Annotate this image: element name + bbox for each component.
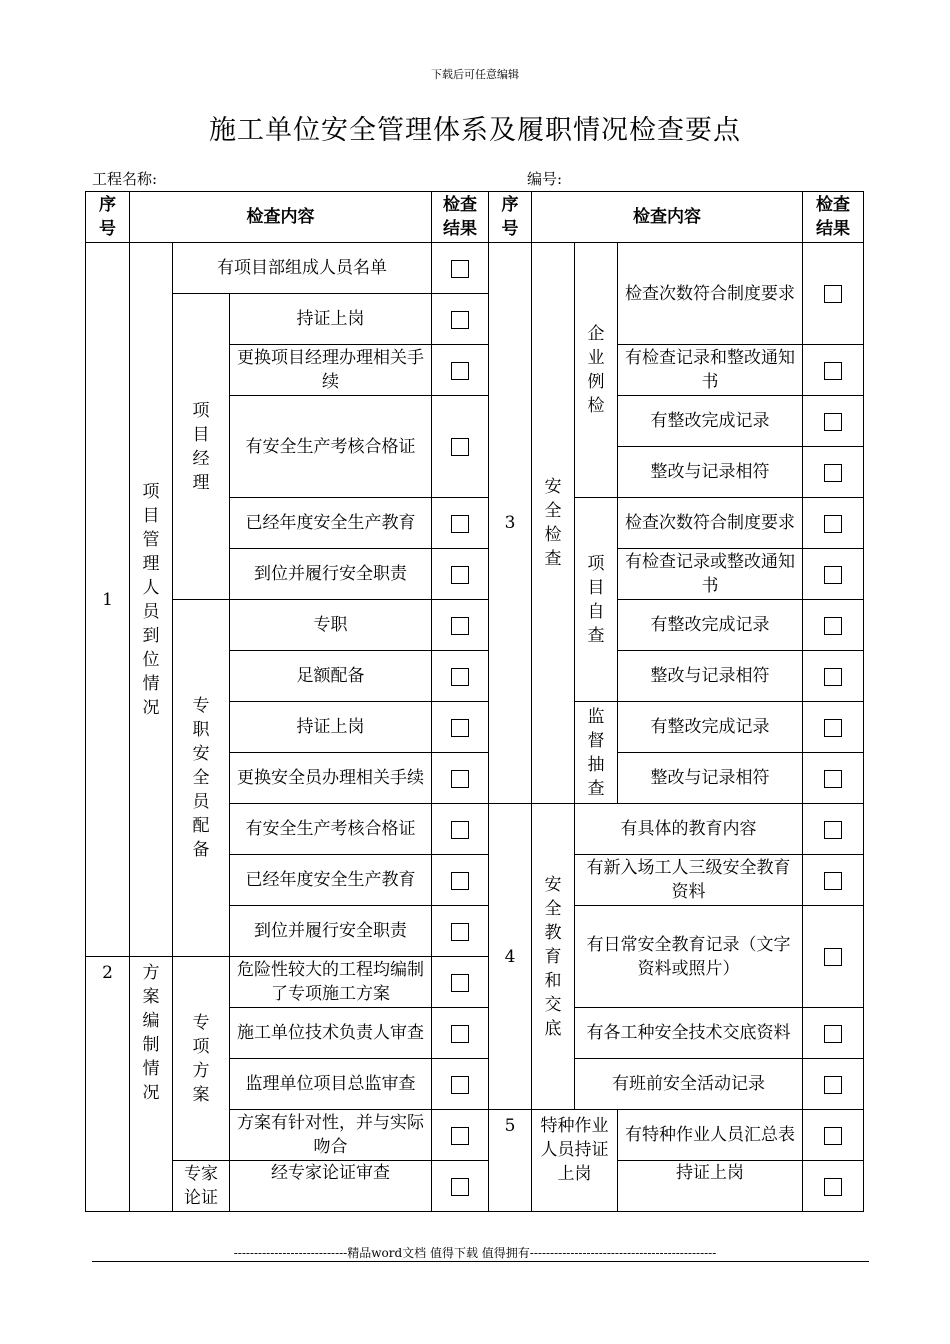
header-seq-right: 序号 [489,192,532,243]
checkbox[interactable] [451,821,469,839]
check-cell[interactable] [432,651,489,702]
footer-text: ----------------------------精品word文档 值得下载 值得拥有---------------------------------------------- [233,1246,717,1260]
section-4-number: 4 [489,804,532,1110]
project-manager-label: 项目经理 [173,294,230,600]
checkbox[interactable] [824,285,842,303]
number-label: 编号: [527,170,563,188]
special-plan-label: 专项方案 [173,957,230,1161]
right-item: 有日常安全教育记录（文字资料或照片） [575,906,803,1008]
check-cell[interactable] [432,600,489,651]
checkbox[interactable] [824,770,842,788]
self-check-label: 项目自查 [575,498,618,702]
check-cell[interactable] [803,549,864,600]
header-result-right: 检查结果 [803,192,864,243]
right-item: 整改与记录相符 [618,753,803,804]
checkbox[interactable] [824,719,842,737]
check-cell[interactable] [432,804,489,855]
check-cell[interactable] [803,855,864,906]
top-note: 下载后可任意编辑 [431,68,519,81]
check-cell[interactable] [432,243,489,294]
checkbox[interactable] [451,872,469,890]
left-item: 专职 [230,600,432,651]
check-cell[interactable] [803,906,864,1008]
supervision-check-label: 监督抽查 [575,702,618,804]
section-3-number: 3 [489,243,532,804]
section-2-name: 方案编制情况 [130,957,173,1212]
left-item: 足额配备 [230,651,432,702]
checkbox[interactable] [451,438,469,456]
right-item: 有整改完成记录 [618,702,803,753]
section-2-number: 2 [86,957,130,1212]
right-item: 有整改完成记录 [618,600,803,651]
checkbox[interactable] [451,974,469,992]
section-1-name: 项目管理人员到位情况 [130,243,173,957]
checkbox[interactable] [824,1025,842,1043]
header-seq: 序号 [86,192,130,243]
left-item: 持证上岗 [230,294,432,345]
enterprise-check-label: 企业例检 [575,243,618,498]
check-cell[interactable] [803,1059,864,1110]
check-cell[interactable] [803,753,864,804]
right-item: 持证上岗 [618,1161,803,1212]
left-item: 危险性较大的工程均编制了专项施工方案 [230,957,432,1008]
left-item: 施工单位技术负责人审查 [230,1008,432,1059]
check-cell[interactable] [432,498,489,549]
section-4-name: 安全教育和交底 [532,804,575,1110]
left-item: 已经年度安全生产教育 [230,855,432,906]
check-cell[interactable] [803,498,864,549]
checkbox[interactable] [451,923,469,941]
header-result: 检查结果 [432,192,489,243]
check-cell[interactable] [432,957,489,1008]
checkbox[interactable] [451,260,469,278]
check-cell[interactable] [803,243,864,345]
left-item: 更换项目经理办理相关手续 [230,345,432,396]
check-cell[interactable] [432,855,489,906]
check-cell[interactable] [803,1161,864,1212]
checkbox[interactable] [451,515,469,533]
expert-review-label: 专家论证 [173,1161,230,1212]
check-cell[interactable] [803,447,864,498]
checkbox[interactable] [451,1025,469,1043]
section-5-number: 5 [489,1110,532,1212]
left-item: 到位并履行安全职责 [230,549,432,600]
left-item: 已经年度安全生产教育 [230,498,432,549]
left-item: 监理单位项目总监审查 [230,1059,432,1110]
check-cell[interactable] [432,396,489,498]
footer-divider [92,1261,869,1262]
checkbox[interactable] [451,362,469,380]
checkbox[interactable] [824,1178,842,1196]
checkbox[interactable] [824,668,842,686]
checkbox[interactable] [824,872,842,890]
header-content-right: 检查内容 [532,192,803,243]
header-content: 检查内容 [130,192,432,243]
checkbox[interactable] [451,1076,469,1094]
right-item: 有特种作业人员汇总表 [618,1110,803,1161]
check-cell[interactable] [803,1008,864,1059]
checkbox[interactable] [451,1178,469,1196]
right-item: 检查次数符合制度要求 [618,243,803,345]
right-item: 有各工种安全技术交底资料 [575,1008,803,1059]
left-item: 有项目部组成人员名单 [173,243,432,294]
checkbox[interactable] [451,668,469,686]
section-5-name: 特种作业人员持证上岗 [532,1110,618,1212]
check-cell[interactable] [432,906,489,957]
checkbox[interactable] [824,821,842,839]
checkbox[interactable] [824,1127,842,1145]
left-item: 方案有针对性，并与实际吻合 [230,1110,432,1161]
left-item: 到位并履行安全职责 [230,906,432,957]
check-cell[interactable] [803,651,864,702]
right-item: 有检查记录或整改通知书 [618,549,803,600]
left-item: 更换安全员办理相关手续 [230,753,432,804]
check-cell[interactable] [432,753,489,804]
checkbox[interactable] [451,770,469,788]
checkbox[interactable] [824,413,842,431]
check-cell[interactable] [432,549,489,600]
check-cell[interactable] [432,1059,489,1110]
left-item: 有安全生产考核合格证 [230,804,432,855]
project-name-label: 工程名称: [92,170,158,188]
left-item: 有安全生产考核合格证 [230,396,432,498]
checkbox[interactable] [451,311,469,329]
checkbox[interactable] [824,1076,842,1094]
check-cell[interactable] [432,345,489,396]
check-cell[interactable] [803,702,864,753]
check-cell[interactable] [803,600,864,651]
checkbox[interactable] [824,362,842,380]
check-cell[interactable] [803,396,864,447]
section-1-number: 1 [86,243,130,957]
section-3-name: 安全检查 [532,243,575,804]
check-cell[interactable] [803,1110,864,1161]
checkbox[interactable] [824,515,842,533]
check-cell[interactable] [432,1161,489,1212]
right-item: 有具体的教育内容 [575,804,803,855]
right-item: 整改与记录相符 [618,651,803,702]
checkbox[interactable] [824,464,842,482]
right-item: 有新入场工人三级安全教育资料 [575,855,803,906]
check-cell[interactable] [432,702,489,753]
left-item: 经专家论证审查 [230,1161,432,1212]
checkbox[interactable] [824,566,842,584]
checkbox[interactable] [451,566,469,584]
header-row [86,192,864,243]
check-cell[interactable] [803,804,864,855]
inspection-table [85,191,864,1212]
page-title: 施工单位安全管理体系及履职情况检查要点 [209,115,741,146]
check-cell[interactable] [432,1008,489,1059]
right-item: 整改与记录相符 [618,447,803,498]
safety-officer-label: 专职安全员配备 [173,600,230,957]
checkbox[interactable] [824,948,842,966]
right-item: 有整改完成记录 [618,396,803,447]
left-item: 持证上岗 [230,702,432,753]
right-item: 检查次数符合制度要求 [618,498,803,549]
checkbox[interactable] [451,1127,469,1145]
right-item: 有班前安全活动记录 [575,1059,803,1110]
right-item: 有检查记录和整改通知书 [618,345,803,396]
check-cell[interactable] [432,1110,489,1161]
check-cell[interactable] [803,345,864,396]
check-cell[interactable] [432,294,489,345]
checkbox[interactable] [451,719,469,737]
checkbox[interactable] [824,617,842,635]
checkbox[interactable] [451,617,469,635]
